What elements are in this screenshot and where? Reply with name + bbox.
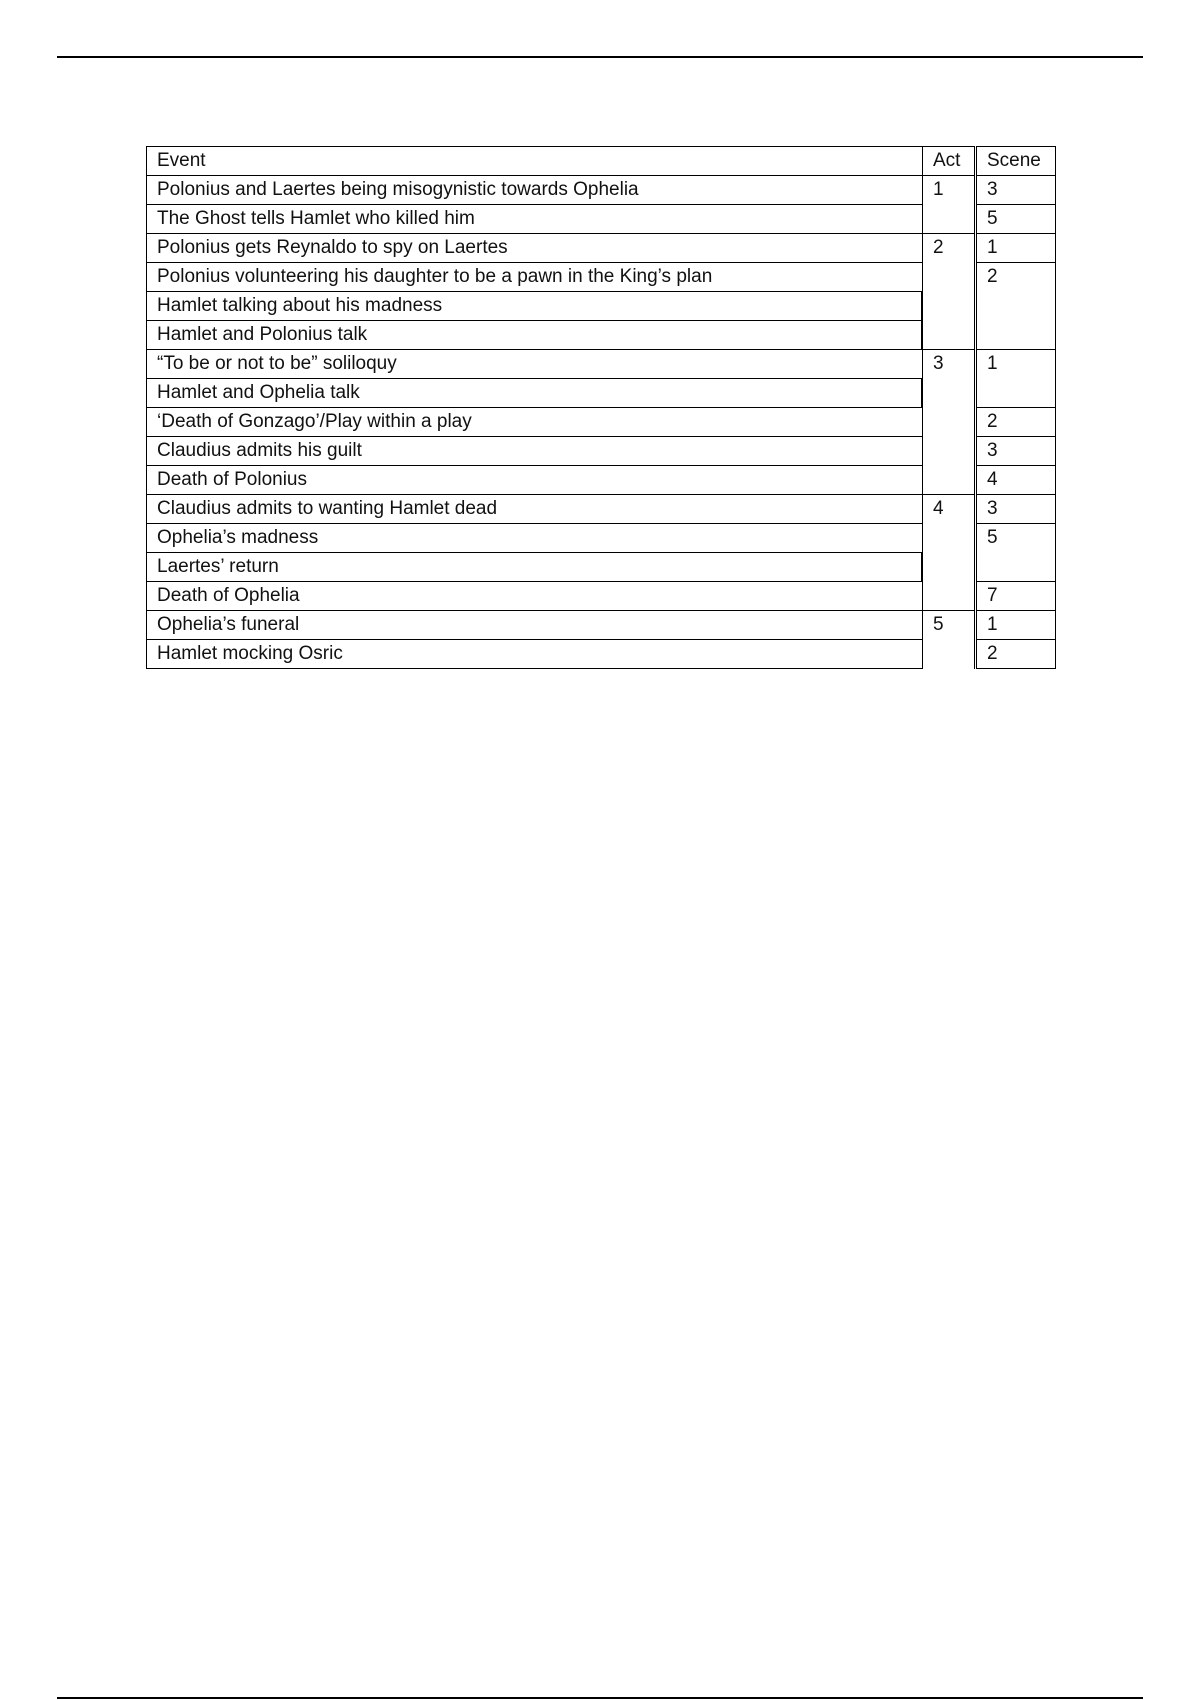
scene-cell: 2 xyxy=(976,262,1056,349)
scene-cell: 5 xyxy=(976,204,1056,233)
table-row xyxy=(146,233,1056,262)
event-cell: Hamlet mocking Osric xyxy=(146,639,922,669)
event-cell: Polonius volunteering his daughter to be a pawn in the King’s plan xyxy=(146,262,922,291)
table-row xyxy=(146,175,1056,204)
act-cell: 5 xyxy=(922,610,974,669)
table-row xyxy=(146,291,1056,320)
event-cell: Claudius admits to wanting Hamlet dead xyxy=(146,494,922,523)
table-row xyxy=(146,407,1056,436)
header-event: Event xyxy=(146,146,922,175)
table-row xyxy=(146,581,1056,610)
scene-cell: 3 xyxy=(976,175,1056,204)
table-row xyxy=(146,639,1056,669)
act-cell: 1 xyxy=(922,175,974,233)
act-cell: 2 xyxy=(922,233,974,349)
header-scene: Scene xyxy=(976,146,1056,175)
table-row xyxy=(146,320,1056,349)
scene-cell: 3 xyxy=(976,494,1056,523)
table-row xyxy=(146,465,1056,494)
event-cell: Ophelia’s funeral xyxy=(146,610,922,639)
scene-cell: 5 xyxy=(976,523,1056,581)
scene-cell: 2 xyxy=(976,407,1056,436)
scene-cell: 4 xyxy=(976,465,1056,494)
scene-cell: 1 xyxy=(976,610,1056,639)
events-table xyxy=(146,146,1056,669)
table-row xyxy=(146,523,1056,552)
table-row xyxy=(146,436,1056,465)
event-cell: The Ghost tells Hamlet who killed him xyxy=(146,204,922,233)
event-cell: “To be or not to be” soliloquy xyxy=(146,349,922,378)
act-cell: 3 xyxy=(922,349,974,494)
event-cell: Hamlet and Polonius talk xyxy=(146,320,922,349)
event-cell: Claudius admits his guilt xyxy=(146,436,922,465)
header-rule xyxy=(57,56,1143,58)
table-row xyxy=(146,610,1056,639)
table-header-row xyxy=(146,146,1056,175)
table-row xyxy=(146,204,1056,233)
header-act: Act xyxy=(922,146,974,175)
table-row xyxy=(146,349,1056,378)
scene-cell: 3 xyxy=(976,436,1056,465)
table-row xyxy=(146,494,1056,523)
table-row xyxy=(146,552,1056,581)
table-row xyxy=(146,262,1056,291)
event-cell: Polonius gets Reynaldo to spy on Laertes xyxy=(146,233,922,262)
event-cell: Hamlet and Ophelia talk xyxy=(146,378,922,407)
event-cell: Ophelia’s madness xyxy=(146,523,922,552)
event-cell: Death of Polonius xyxy=(146,465,922,494)
scene-cell: 7 xyxy=(976,581,1056,610)
footer-rule xyxy=(57,1697,1143,1699)
scene-cell: 2 xyxy=(976,639,1056,669)
table-row xyxy=(146,378,1056,407)
event-cell: Laertes’ return xyxy=(146,552,922,581)
event-cell: ‘Death of Gonzago’/Play within a play xyxy=(146,407,922,436)
event-cell: Hamlet talking about his madness xyxy=(146,291,922,320)
scene-cell: 1 xyxy=(976,233,1056,262)
event-cell: Death of Ophelia xyxy=(146,581,922,610)
scene-cell: 1 xyxy=(976,349,1056,407)
event-cell: Polonius and Laertes being misogynistic towards Ophelia xyxy=(146,175,922,204)
act-cell: 4 xyxy=(922,494,974,610)
